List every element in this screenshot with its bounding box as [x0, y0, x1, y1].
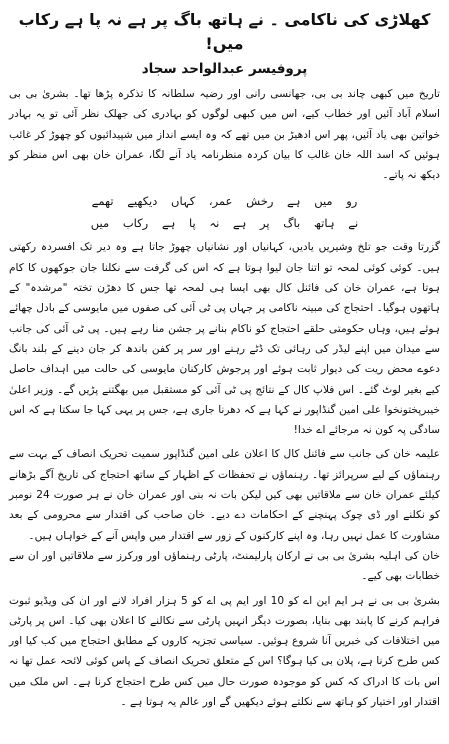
article-paragraph-2: علیمہ خان کی جانب سے فائنل کال کا اعلان علی امین گنڈاپور سمیت تحریک انصاف کے بہت سے رہنماؤں کے لیے سرپرائز تھا۔ رہنماؤں نے تحفظات کے اظہار کے ساتھ احتجاج کی تاریخ آگے بڑھانے کیلئے عمران خان سے ملاقاتیں بھی کیں لیکن بات نہ بنی اور عمران خان نے ہر صورت 24 نومبر کو نکلنے اور ڈی چوک پہنچنے کے احکامات دے دیے۔ خان صاحب کی اقتدار سے محرومی کے بعد مشاورت کا عمل نہیں رہا، وہ اپنے کارکنوں کے زور سے اقتدار میں واپس آنے کے خواہاں ہیں۔	[9, 448, 440, 542]
article-paragraph-4: بشریٰ بی بی نے ہر ایم این اے کو 10 اور ایم پی اے کو 5 ہزار افراد لانے اور ان کی ویڈیو ثبوت فراہم کرنے کا پابند بھی بنایا، بصورت دیگر انہیں پارٹی سے نکالنے کا اعلان بھی کیا۔ اس پر پارٹی میں اختلافات کی خبریں آنا شروع ہوئیں۔ سیاسی تجزیہ کاروں کے مطابق احتجاج میں کب کیا اور کس طرح کرنا ہے، پلان بی کیا ہوگا؟ اس کے متعلق تحریک انصاف کے پاس کوئی لائحہ عمل تھا نہ اس بات کا ادراک کہ کس کو موجودہ صورت حال میں کس طرح احتجاج کرنا ہے۔ اس ملک میں اقتدار اور اختیار کو ہاتھ سے نکلتے ہوئے دیکھیں گے اور عالم یہ ہوتا ہے ۔	[9, 594, 440, 709]
article-paragraph-1: گزرتا وقت جو تلخ وشیریں یادیں، کہانیاں اور نشانیاں چھوڑ جاتا ہے وہ دیر تک افسردہ رکھتی ہیں۔ کوئی کوئی لمحہ تو اتنا جان لیوا ہوتا ہے کہ اس کی گرفت سے نکلنا جان جوکھوں کا کام ہوتا ہے، عمران خان کی فائنل کال بھی ایسا ہی لمحہ تھا جس کا دھڑن تختہ "مرشدہ" کے ہاتھوں ہوگیا۔ احتجاج کی مبینہ ناکامی پر جہاں پی ٹی آئی کی صفوں میں مایوسی کے بادل چھائے ہوئے ہیں، وہاں حکومتی حلقے احتجاج کو ناکام بنانے پر جشن منا رہے ہیں۔ پی ٹی آئی کی جانب سے میدان میں اپنے لیڈر کی رہائی تک ڈٹے رہنے اور سر پر کفن باندھ کر جان دینے کے بلند بانگ دعوے محض ریت کی دیوار ثابت ہوئے اور پرجوش کارکنان مایوسی کی حالت میں اہداف حاصل کیے بغیر لوٹ گئے۔ اس فلاپ کال کے نتائج پی ٹی آئی کو مستقبل میں بھگتنے پڑیں گے۔ وزیر اعلیٰ خیبرپختونخوا علی امین گنڈاپور نے کہا ہے کہ دھرنا جاری ہے، جس پر یہی کہا جا سکتا ہے کہ اس سادگی پہ کون نہ مرجائے اے خدا!	[9, 241, 440, 437]
article-paragraph-3: خان کی اہلیہ بشریٰ بی بی نے ارکان پارلیمنٹ، پارٹی رہنماؤں اور ورکرز سے ملاقاتیں اور ان سے خطابات بھی کیے۔	[9, 549, 440, 583]
verse-line-2: نے ہاتھ باگ پر ہے نہ پا ہے رکاب میں	[90, 216, 359, 231]
poetry-verse	[9, 191, 440, 233]
article-title: کھلاڑی کی ناکامی ۔ نے ہاتھ باگ پر ہے نہ پا ہے رکاب میں!	[18, 10, 431, 53]
article-author: پروفیسر عبدالواحد سجاد	[141, 61, 308, 77]
article-intro: تاریخ میں کبھی چاند بی بی، جھانسی رانی اور رضیہ سلطانہ کا تذکرہ پڑھا تھا۔ بشریٰ بی بی اسلام آباد آئیں اور خطاب کیے، اس میں کبھی لوگوں کو بہادری کی جھلک نظر آئی تو یہ بہادر خواتین بھی یاد آئیں، پھر اس ادھیڑ بن میں تھے کہ وہ ایسے انداز میں شپیدائیوں کو چھوڑ کر غائب ہوئیں کہ اسد اللہ خان غالب کا بیان کردہ منظرنامہ یاد آنے لگا، عمران خان بھی اس منظر کو دیکھ نہ پاتے۔	[9, 88, 440, 182]
verse-line-1: رو میں ہے رخش عمر، کہاں دیکھیے تھمے	[91, 194, 358, 209]
